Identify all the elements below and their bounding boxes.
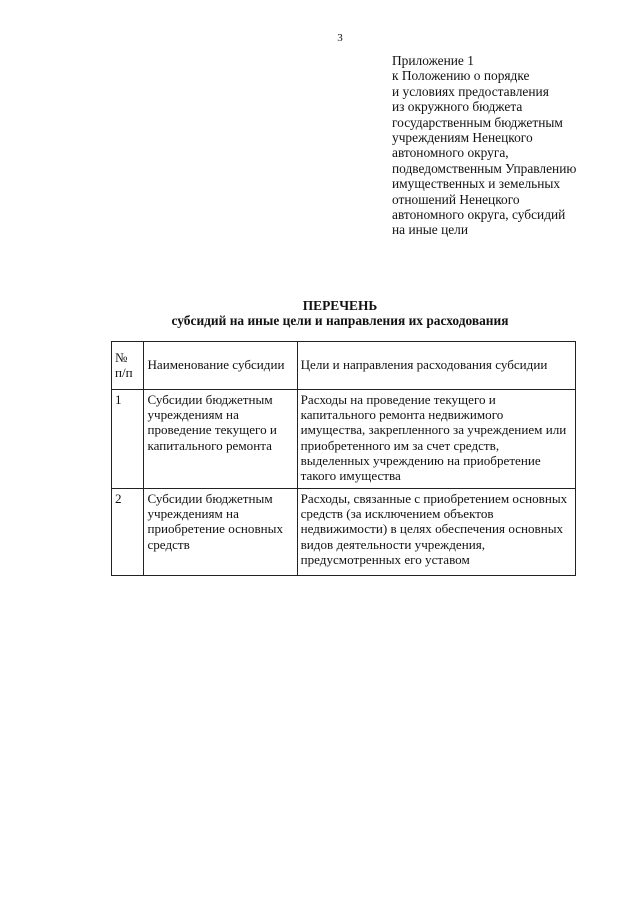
subsidies-table [111,341,576,576]
document-title: ПЕРЕЧЕНЬ [302,298,378,313]
appendix-line: на иные цели [392,222,469,238]
table-header-row [112,342,576,390]
appendix-line: отношений Ненецкого [392,191,520,207]
appendix-line: автономного округа, субсидий [392,207,566,223]
appendix-line: государственным бюджетным [392,114,563,130]
appendix-line: подведомственным Управлению [392,160,577,176]
subsidy-name: Субсидии бюджетным учреждениям на приобретение основных средств [144,489,297,576]
page-number: 3 [337,32,343,44]
table-row [112,390,576,489]
subsidy-purpose: Расходы на проведение текущего и капитального ремонта недвижимого имущества, закрепленного за учреждением или приобретенного им за счет средств, выделенных учреждению на приобретение такого имущества [297,390,575,489]
appendix-line: учреждениям Ненецкого [392,130,533,146]
appendix-line: Приложение 1 [392,53,474,68]
appendix-reference-block [392,53,632,238]
appendix-line: имущественных и земельных [392,176,561,192]
appendix-line: из окружного бюджета [392,99,523,115]
appendix-line: и условиях предоставления [392,83,549,99]
subsidy-purpose: Расходы, связанные с приобретением основных средств (за исключением объектов недвижимости) в целях обеспечения основных видов деятельности учреждения, предусмотренных его уставом [297,489,575,576]
header-number-abbrev: п/п [115,365,133,380]
subsidy-name: Субсидии бюджетным учреждениям на проведение текущего и капитального ремонта [144,390,297,489]
header-number [112,342,144,390]
appendix-line: автономного округа, [392,145,509,161]
document-subtitle: субсидий на иные цели и направления их расходования [171,313,509,328]
row-number: 1 [112,390,144,489]
header-subsidy-name: Наименование субсидии [144,342,297,390]
appendix-line: к Положению о порядке [392,68,530,84]
table-row [112,489,576,576]
header-number-symbol: № [115,349,128,365]
header-subsidy-purpose: Цели и направления расходования субсидии [297,342,575,390]
row-number: 2 [112,489,144,576]
